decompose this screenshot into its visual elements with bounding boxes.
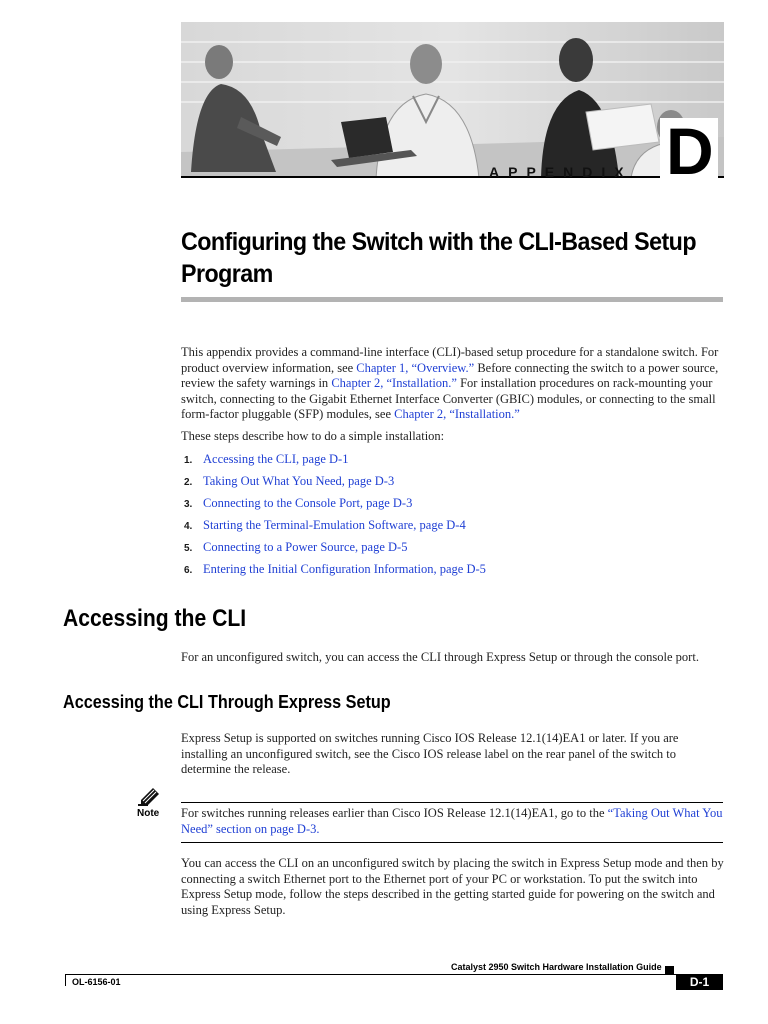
step-number: 3. bbox=[184, 499, 193, 510]
step-link-accessing-cli[interactable]: Accessing the CLI, page D-1 bbox=[203, 452, 349, 466]
taking-out-section-link[interactable]: “Taking Out What You Need” section on page D-3. bbox=[181, 806, 723, 836]
steps-intro: These steps describe how to do a simple installation: bbox=[181, 429, 445, 443]
appendix-label: APPENDIX bbox=[489, 164, 633, 180]
step-link-console-port[interactable]: Connecting to the Console Port, page D-3 bbox=[203, 496, 413, 510]
note-label: Note bbox=[137, 808, 160, 819]
appendix-letter: D bbox=[660, 118, 718, 184]
step-number: 2. bbox=[184, 477, 193, 488]
subsection-heading-express-setup: Accessing the CLI Through Express Setup bbox=[63, 692, 391, 712]
list-item bbox=[181, 562, 726, 584]
step-link-terminal-emulation[interactable]: Starting the Terminal-Emulation Software, page D-4 bbox=[203, 518, 466, 532]
section2-body-2: You can access the CLI on an unconfigured switch by placing the switch in Express Setup mode and then by connecting a switch Ethernet port to the Ethernet port of your PC or workstation. To put the switch into Express Setup mode, follow the steps described in the getting started guide for powering on the switch and using Express Setup. bbox=[181, 856, 724, 917]
page-number-box: D-1 bbox=[676, 974, 723, 990]
intro-text-1: This appendix provides a command-line interface (CLI)-based setup procedure for a standalone switch. For product overview information, see bbox=[181, 345, 719, 375]
step-link-taking-out[interactable]: Taking Out What You Need, page D-3 bbox=[203, 474, 395, 488]
step-link-initial-config[interactable]: Entering the Initial Configuration Information, page D-5 bbox=[203, 562, 486, 576]
chapter2-installation-link-2[interactable]: Chapter 2, “Installation.” bbox=[394, 407, 520, 422]
intro-paragraph bbox=[181, 345, 726, 423]
list-item bbox=[181, 518, 726, 540]
chapter2-installation-link[interactable]: Chapter 2, “Installation.” bbox=[331, 376, 457, 391]
note-top-rule bbox=[181, 802, 723, 803]
note-bottom-rule bbox=[181, 842, 723, 843]
section2-body-1: Express Setup is supported on switches running Cisco IOS Release 12.1(14)EA1 or later. If you are installing an unconfigured switch, see the Cisco IOS release label on the rear panel of the switch to determine the release. bbox=[181, 731, 679, 777]
footer-tick bbox=[65, 974, 66, 986]
note-pencil-icon bbox=[138, 786, 162, 806]
note-body: For switches running releases earlier than Cisco IOS Release 12.1(14)EA1, go to the bbox=[181, 806, 608, 820]
step-link-power-source[interactable]: Connecting to a Power Source, page D-5 bbox=[203, 540, 408, 554]
section-heading-accessing-cli: Accessing the CLI bbox=[63, 605, 247, 632]
list-item bbox=[181, 474, 726, 496]
people-photo-illustration bbox=[181, 22, 724, 178]
footer-guide-title: Catalyst 2950 Switch Hardware Installation Guide bbox=[451, 962, 662, 972]
title-underline-rule bbox=[181, 297, 723, 302]
intro-text-2: Before connecting the switch to a power source, review the safety warnings in bbox=[181, 360, 719, 391]
step-number: 6. bbox=[184, 565, 193, 576]
list-item bbox=[181, 452, 726, 474]
chapter-title: Configuring the Switch with the CLI-Based Setup Program bbox=[181, 228, 696, 288]
note-text bbox=[181, 806, 726, 837]
intro-text-3: For installation procedures on rack-mounting your switch, connecting to the Gigabit Ethernet Interface Converter (GBIC) modules, or connecting to the small form-factor pluggable (SFP) modules, see bbox=[181, 376, 716, 422]
step-number: 1. bbox=[184, 455, 193, 466]
header-bottom-rule bbox=[181, 176, 724, 178]
chapter1-overview-link[interactable]: Chapter 1, “Overview.” bbox=[356, 360, 475, 375]
list-item bbox=[181, 496, 726, 518]
step-number: 5. bbox=[184, 543, 193, 554]
document-number: OL-6156-01 bbox=[72, 977, 121, 987]
footer-marker bbox=[665, 966, 674, 974]
step-number: 4. bbox=[184, 521, 193, 532]
footer-rule bbox=[65, 974, 723, 975]
section1-body: For an unconfigured switch, you can access the CLI through Express Setup or through the console port. bbox=[181, 650, 699, 664]
header-photo-banner bbox=[181, 22, 724, 178]
list-item bbox=[181, 540, 726, 562]
installation-steps-list bbox=[181, 452, 726, 584]
